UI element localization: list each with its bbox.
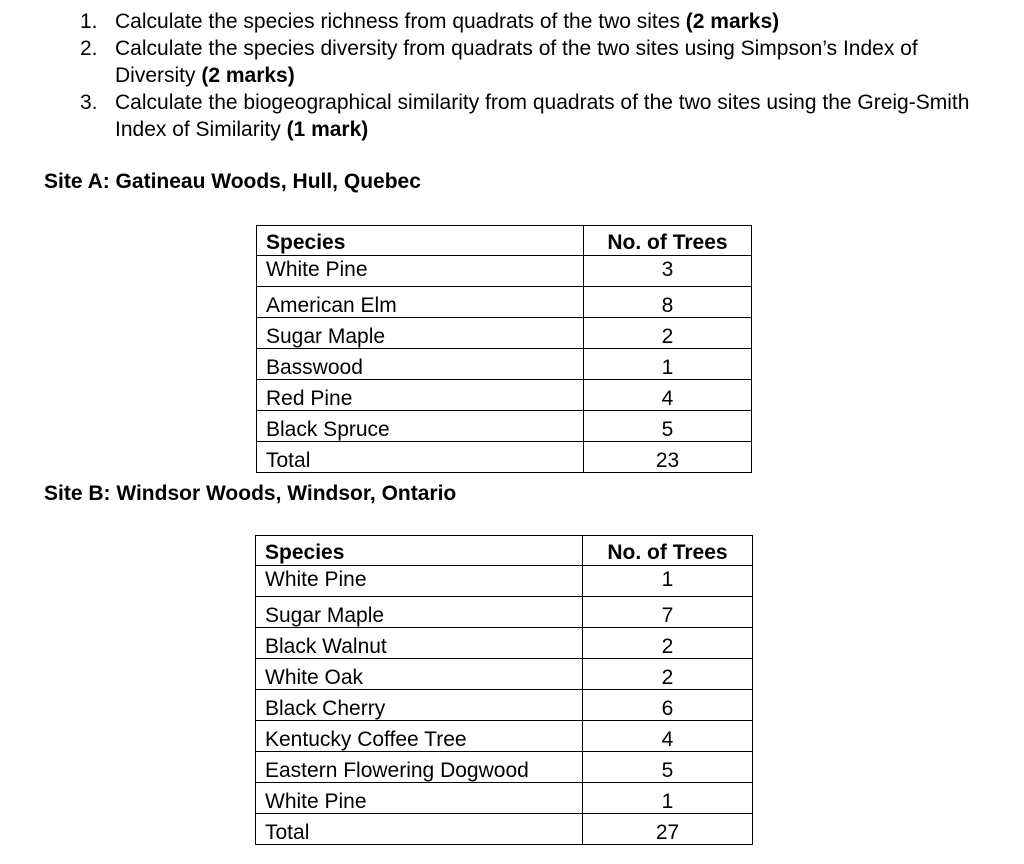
species-cell: Black Cherry: [256, 690, 583, 721]
question-number: 1.: [80, 10, 98, 33]
species-cell: Black Walnut: [256, 628, 583, 659]
table-row: [256, 566, 753, 597]
tree-count-cell: 6: [583, 690, 753, 721]
site-b-table: [255, 535, 753, 845]
species-cell: White Pine: [256, 566, 583, 597]
table-row: [256, 628, 753, 659]
table-row: [256, 752, 753, 783]
table-row: [256, 659, 753, 690]
question-number: 2.: [80, 37, 98, 60]
table-row: [256, 721, 753, 752]
table-header-row: [257, 226, 752, 256]
species-column-header: Species: [257, 226, 584, 256]
table-row: [257, 256, 752, 287]
total-label-cell: Total: [257, 442, 584, 473]
table-row: [257, 411, 752, 442]
total-row: [257, 442, 752, 473]
species-cell: Sugar Maple: [257, 318, 584, 349]
question-number: 3.: [80, 91, 98, 114]
tree-count-column-header: No. of Trees: [583, 536, 753, 566]
tree-count-cell: 2: [583, 659, 753, 690]
site-b-table-body: [256, 536, 753, 845]
table-header-row: [256, 536, 753, 566]
total-label-cell: Total: [256, 814, 583, 845]
question-marks: (2 marks): [201, 64, 295, 87]
tree-count-cell: 7: [583, 597, 753, 628]
question-text: Calculate the species diversity from quadrats of the two sites using Simpson’s Index of Diversity: [115, 37, 918, 87]
species-column-header: Species: [256, 536, 583, 566]
table-row: [257, 349, 752, 380]
species-cell: Eastern Flowering Dogwood: [256, 752, 583, 783]
table-row: [257, 318, 752, 349]
site-a-table: [256, 225, 752, 473]
species-cell: Kentucky Coffee Tree: [256, 721, 583, 752]
table-row: [256, 597, 753, 628]
tree-count-column-header: No. of Trees: [584, 226, 752, 256]
question-item: [78, 8, 978, 35]
total-value-cell: 27: [583, 814, 753, 845]
question-text: Calculate the biogeographical similarity from quadrats of the two sites using the Greig-Smith Index of Similarity: [115, 91, 970, 141]
site-a-table-body: [257, 226, 752, 473]
tree-count-cell: 5: [584, 411, 752, 442]
question-item: [78, 35, 978, 89]
question-marks: (1 mark): [286, 118, 369, 141]
tree-count-cell: 4: [583, 721, 753, 752]
tree-count-cell: 5: [583, 752, 753, 783]
site-b-heading: Site B: Windsor Woods, Windsor, Ontario: [44, 482, 457, 505]
question-item: [78, 89, 978, 143]
question-text: Calculate the species richness from quadrats of the two sites: [115, 10, 686, 33]
question-list: [78, 8, 978, 143]
question-marks: (2 marks): [685, 10, 780, 33]
total-value-cell: 23: [584, 442, 752, 473]
tree-count-cell: 1: [583, 566, 753, 597]
table-row: [257, 380, 752, 411]
tree-count-cell: 8: [584, 287, 752, 318]
tree-count-cell: 4: [584, 380, 752, 411]
species-cell: American Elm: [257, 287, 584, 318]
species-cell: White Pine: [256, 783, 583, 814]
species-cell: Sugar Maple: [256, 597, 583, 628]
tree-count-cell: 3: [584, 256, 752, 287]
tree-count-cell: 1: [583, 783, 753, 814]
tree-count-cell: 2: [584, 318, 752, 349]
total-row: [256, 814, 753, 845]
tree-count-cell: 2: [583, 628, 753, 659]
species-cell: Basswood: [257, 349, 584, 380]
tree-count-cell: 1: [584, 349, 752, 380]
table-row: [257, 287, 752, 318]
species-cell: Red Pine: [257, 380, 584, 411]
site-a-heading: Site A: Gatineau Woods, Hull, Quebec: [44, 170, 421, 193]
species-cell: White Oak: [256, 659, 583, 690]
species-cell: Black Spruce: [257, 411, 584, 442]
table-row: [256, 690, 753, 721]
table-row: [256, 783, 753, 814]
species-cell: White Pine: [257, 256, 584, 287]
